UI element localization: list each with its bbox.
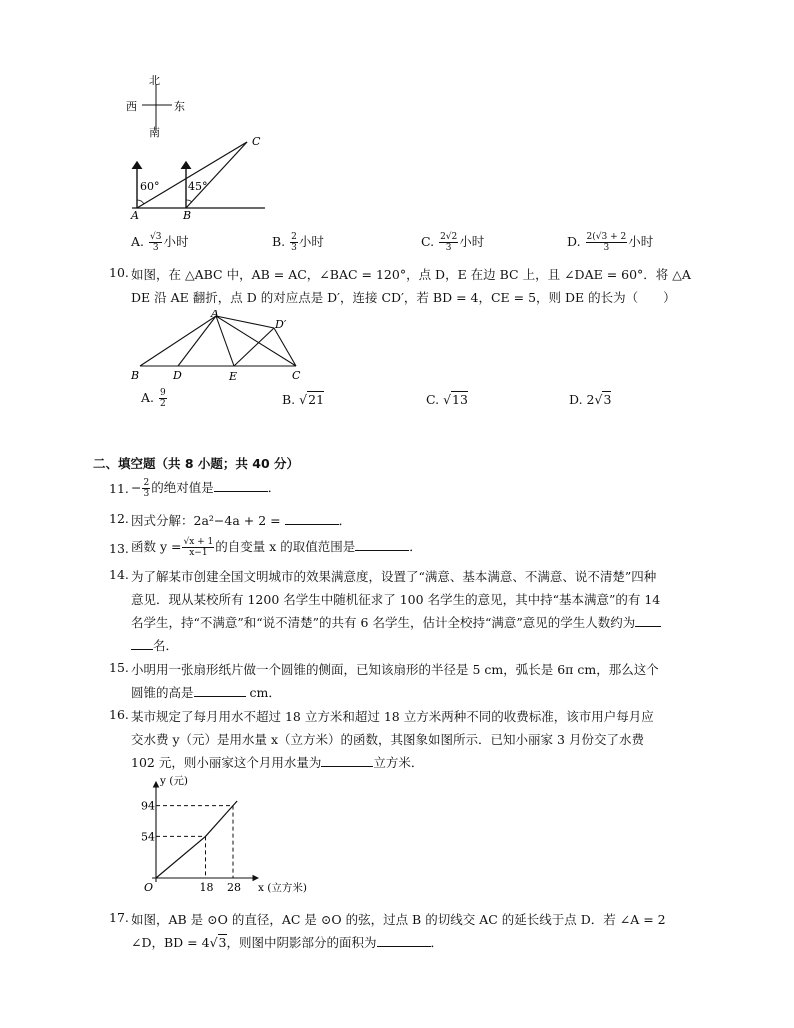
q16-number: 16. (109, 707, 129, 722)
q9-option-d[interactable] (567, 232, 653, 253)
q14-text-line2: 意见．现从某校所有 1200 名学生中随机征求了 100 名学生的意见，其中持“基本满意”的有 14 (131, 592, 661, 607)
q10-text-line2: DE 沿 AE 翻折，点 D 的对应点是 D′，连接 CD′，若 BD = 4，CE = 5，则 DE 的长为（ ） (131, 290, 676, 305)
x-axis-label: x (立方米) (258, 882, 307, 894)
q12-text: 因式分解：2a²−4a + 2 = (131, 513, 281, 528)
unit: 小时 (163, 234, 189, 249)
unit: 小时 (459, 234, 485, 249)
numerator: √x + 1 (183, 537, 214, 547)
q13-number: 13. (109, 541, 129, 556)
q14-answer-blank-a[interactable] (635, 614, 661, 627)
q11-text: 的绝对值是 (151, 480, 214, 495)
q17-number: 17. (109, 910, 129, 925)
q10-option-b[interactable]: B. √21 (282, 392, 325, 407)
q13-end: ． (409, 539, 422, 554)
q15-end: cm． (249, 685, 281, 700)
numerator: 9 (160, 388, 166, 398)
q13-fraction (182, 537, 214, 558)
compass-west: 西 (126, 100, 137, 113)
series-line (156, 801, 237, 878)
q15-number: 15. (109, 660, 129, 675)
denominator: x−1 (189, 548, 208, 558)
q16-text-line3 (131, 753, 423, 771)
q16-answer-blank[interactable] (321, 754, 373, 767)
q16-text-line1: 某市规定了每月用水不超过 18 立方米和超过 18 立方米两种不同的收费标准，该市用户每月应 (131, 709, 654, 724)
q9-label-c: C (252, 135, 261, 148)
q9-figure (125, 132, 270, 224)
q9-option-c[interactable] (421, 232, 484, 253)
option-label: B. (282, 392, 296, 407)
q9-angle-b: 45° (188, 180, 208, 193)
option-label: C. (421, 234, 435, 249)
origin-label: O (144, 881, 154, 894)
q12-line (131, 511, 351, 529)
denominator: 3 (603, 243, 610, 253)
denominator: 2 (160, 399, 166, 409)
q14-end: 名． (153, 638, 179, 653)
q9-option-a[interactable] (131, 232, 188, 253)
q12-end: ． (338, 513, 352, 528)
minus-sign: − (131, 480, 142, 495)
denominator: 3 (143, 489, 150, 499)
q10-number: 10. (109, 265, 129, 280)
q10-option-a[interactable] (141, 388, 168, 409)
q9-option-a-fraction (149, 232, 162, 253)
q17-text-line2: ∠D，BD = 4√3，则图中阴影部分的面积为 ． (131, 935, 444, 950)
q10-text-line1: 如图，在 △ABC 中，AB = AC，∠BAC = 120°，点 D，E 在边 BC 上，且 ∠DAE = 60°．将 △A (131, 267, 691, 282)
unit: 小时 (628, 234, 654, 249)
unit: 小时 (298, 234, 324, 249)
option-label: B. (272, 234, 286, 249)
compass-north: 北 (149, 74, 160, 87)
option-label: A. (131, 234, 145, 249)
y-tick-label-54: 54 (141, 830, 155, 844)
numerator: 2(√3 + 2 (586, 232, 627, 242)
y-tick-label-94: 94 (141, 799, 155, 813)
numerator: √3 (150, 232, 162, 242)
q14-text-line4 (131, 636, 178, 654)
q10-label-c: C (292, 369, 301, 382)
q9-option-b[interactable] (272, 232, 324, 253)
q15-prefix: 圆锥的高是 (131, 685, 194, 700)
denominator: 3 (291, 243, 297, 253)
q16-chart (134, 772, 314, 896)
q9-option-c-fraction (439, 232, 458, 253)
q9-label-a: A (131, 209, 139, 222)
numerator: 2 (291, 232, 297, 242)
q14-text-line3 (131, 613, 661, 631)
x-tick-label-28: 28 (227, 881, 241, 894)
q17-answer-blank[interactable] (377, 934, 431, 947)
q17-end: ． (430, 935, 444, 950)
q12-number: 12. (109, 511, 129, 526)
q17-prefix: ∠D，BD = 4 (131, 935, 210, 950)
q16-text-line2: 交水费 y（元）是用水量 x（立方米）的函数，其图象如图所示．已知小丽家 3 月份交了水费 (131, 732, 644, 747)
option-label: A. (141, 390, 155, 405)
q10-option-d[interactable]: D. 2√3 (569, 392, 612, 407)
numerator: 2√2 (440, 232, 458, 242)
q9-option-b-fraction (290, 232, 298, 253)
compass-south: 南 (149, 126, 160, 138)
q11-answer-blank[interactable] (214, 479, 268, 492)
q17-mid: ，则图中阴影部分的面积为 (226, 935, 377, 950)
q14-answer-blank-b[interactable] (131, 637, 153, 650)
q10-label-b: B (131, 369, 140, 382)
section-title: 二、填空题（共 8 小题；共 40 分） (93, 456, 300, 471)
q10-label-a: A (211, 310, 219, 320)
q9-label-b: B (183, 209, 192, 222)
radicand: 21 (308, 392, 325, 407)
q17-text-line1: 如图，AB 是 ⊙O 的直径，AC 是 ⊙O 的弦，过点 B 的切线交 AC 的延长线于点 D．若 ∠A = 2 (131, 912, 666, 927)
q16-prefix: 102 元，则小丽家这个月用水量为 (131, 755, 322, 770)
q14-line3-text: 名学生，持“不满意”和“说不清楚”的共有 6 名学生，估计全校持“满意”意见的学生人数约为 (131, 615, 636, 630)
q16-end: 立方米． (373, 755, 424, 770)
q10-option-c[interactable]: C. √13 (426, 392, 468, 407)
q10-label-e: E (229, 370, 238, 383)
option-label: C. (426, 392, 440, 407)
compass-figure (120, 72, 200, 138)
q11-number: 11. (109, 481, 129, 496)
denominator: 3 (152, 243, 159, 253)
radicand: 3 (603, 392, 612, 407)
q10-label-d-prime: D′ (275, 318, 287, 331)
q15-text-line2 (131, 683, 281, 701)
radicand: 3 (218, 935, 227, 950)
q14-number: 14. (109, 567, 129, 582)
q13-text: 的自变量 x 的取值范围是 (215, 539, 356, 554)
q15-text-line1: 小明用一张扇形纸片做一个圆锥的侧面，已知该扇形的半径是 5 cm，弧长是 6π cm，那么这个 (131, 662, 659, 677)
option-label: D. (567, 234, 581, 249)
q10-label-d: D (173, 369, 182, 382)
q11-fraction (142, 478, 150, 499)
q13-line (131, 537, 422, 558)
coefficient: 2 (586, 392, 595, 407)
q12-answer-blank[interactable] (285, 512, 339, 525)
q10-figure (126, 310, 311, 384)
q9-option-d-fraction (586, 232, 628, 253)
option-label: D. (569, 392, 583, 407)
compass-east: 东 (174, 100, 185, 113)
radicand: 13 (452, 392, 468, 407)
q11-end: ． (267, 480, 281, 495)
q15-answer-blank[interactable] (194, 684, 246, 697)
q10-option-a-fraction (159, 388, 167, 409)
q14-text-line1: 为了解某市创建全国文明城市的效果满意度，设置了“满意、基本满意、不满意、说不清楚”四种 (131, 569, 657, 584)
q13-prefix: 函数 y = (131, 539, 182, 554)
denominator: 3 (445, 243, 452, 253)
y-axis-label: y (元) (160, 775, 188, 787)
q11-line (131, 478, 280, 499)
numerator: 2 (143, 478, 150, 488)
q13-answer-blank[interactable] (355, 538, 409, 551)
x-tick-label-18: 18 (199, 881, 214, 894)
q9-angle-a: 60° (140, 180, 160, 193)
